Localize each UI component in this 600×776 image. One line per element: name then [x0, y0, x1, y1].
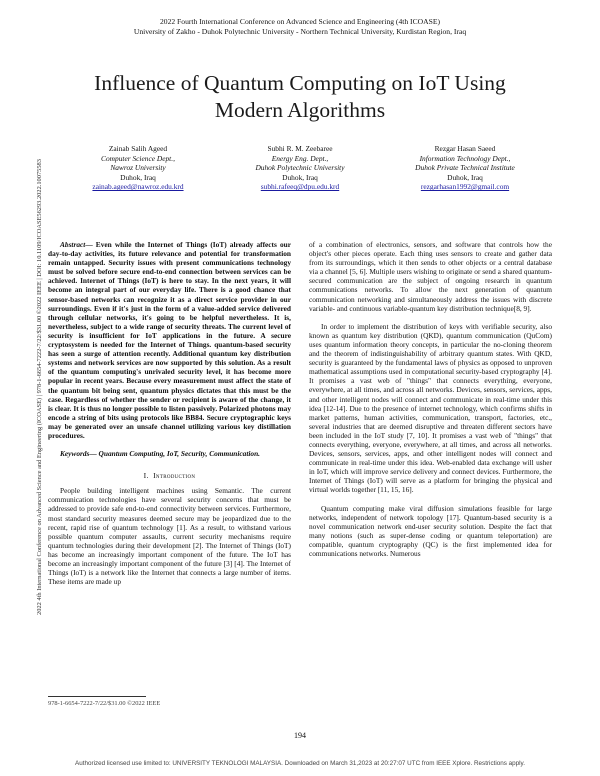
author-email-link[interactable]: subhi.rafeeq@dpu.edu.krd	[260, 182, 340, 192]
paper-title	[60, 70, 540, 124]
intro-paragraph-1: People building intelligent machines using Semantic. The current communication technologies have several security concerns that must be addressed to provide safe end-to-end connectivity between services. Furthermore, most standard security measures deemed secure may be jeopardized due to the recent, rapid rise of quantum technology [1]. As a result, to withstand various possible quantum computer assaults, current security mechanisms require quantum technologies during their development [2]. The Internet of Things (IoT) has become an increasingly important component of the future. The IoT has become an increasingly important component of the future [3] [4]. The Internet of Things (IoT) is a network like the Internet that connects a large number of items. These items are made up	[48, 486, 291, 587]
university-line: University of Zakho - Duhok Polytechnic University - Northern Technical University, Kurdistan Region, Iraq	[133, 27, 467, 36]
conference-line: 2022 Fourth International Conference on Advanced Science and Engineering (4th ICOASE)	[159, 17, 441, 26]
author-email-link[interactable]: zainab.ageed@nawroz.edu.krd	[92, 182, 184, 192]
author-city: Duhok, Iraq	[447, 172, 483, 182]
right-paragraph-3: Quantum computing make viral diffusion simulations feasible for large networks, independent of network topology [17]. Quantum-based security is a novel communication network end-user security solution. Despite the fact that many notions (such as super-dense coding or quantum teleportation) are compatible, quantum cryptography (QC) is the first implemented idea for communications networks. Numerous	[309, 503, 552, 558]
keywords-label: Keywords	[60, 449, 90, 459]
keywords-text: — Quantum Computing, IoT, Security, Communication.	[89, 449, 261, 459]
author-email-link[interactable]: rezgarhasan1992@gmail.com	[420, 182, 510, 192]
author-name: Zainab Salih Ageed	[108, 144, 168, 153]
page-number: 194	[294, 731, 306, 740]
abstract	[48, 240, 291, 440]
author-name: Subhi R. M. Zeebaree	[267, 144, 333, 153]
section-heading-introduction	[48, 471, 291, 480]
abstract-text: — Even while the Internet of Things (IoT) already affects our day-to-day activities, its future relevance and potential for transformation remain untapped. Security issues with present communications technology must be solved before secure end-to-end connection between services can be achieved. Internet of Things (IoT) is here to stay. In the next years, it will become an integral part of our everyday life. There is a good chance that sensor-based networks can recognize it as a direct service provider in our surroundings. Even if it's just in the form of a value-added service delivered through cellular networks, it's going to be helpful nevertheless. It is, nevertheless, subject to a wide range of security threats. The current level of security is insufficient for IoT applications in the future. A secure cryptosystem is needed for the Internet of Things. quantum-based security has seen a surge of attention recently. Additional quantum key distribution systems and network services are now supported by this solution. As a result of the quantum computing's unrivaled security level, it has become more popular in recent years. Because every measurement must affect the state of the quantum bit being sent, quantum physics dictates that this must be the case. Regardless of whether the sender or recipient is aware of the change, it is clear. It is thus no longer possible to listen passively. Polarized photons may encode a string of bits using protocols like BB84. Secure cryptographic keys may be generated over an unsafe channel utilizing various key distillation procedures.	[48, 240, 291, 440]
author-inst: Duhok Private Technical Institute	[415, 163, 515, 173]
doi-sidebar: 2022 4th International Conference on Advanced Science and Engineering (ICOASE) | 978-1-6654-7222-7/22/$31.00 ©2022 IEEE | DOI: 10.1109/ICOASE56293.2022.10075583	[36, 159, 43, 615]
right-paragraph-2: In order to implement the distribution of keys with verifiable security, also known as quantum key distribution (QKD), quantum communication (QuCom) uses quantum information theory concepts, in particular the no-cloning theorem and the theorem of indistinguishability of arbitrary quantum states. With QKD, security is guaranteed by the fundamental laws of physics as opposed to unproven mathematical assumptions used in computational security-based cryptography [4]. It promises a vast web of "things" that connects everything, everyone, everywhere, at all times, and across all networks. Devices, sensors, services, apps, and other intelligent nodes will connect and communicate in real-time under this idea [12-14]. Due to the presence of internet technology, which confirms shifts in market patterns, human activities, communication, transport, factories, etc., several industries that are deemed disruptive and threaten different sectors have been included in the IoT study [7, 10]. It promises a vast web of "things" that connects everything, everyone, everywhere, at all times, and across all networks. Devices, sensors, services, apps, and other intelligent nodes will connect and communicate in real-time under this idea. Web-enabled data exchange will usher in IoT, which will improve service delivery and connect devices. Furthermore, the Internet of Things (IoT) will serve as a platform for bringing the physical and virtual worlds together [11, 15, 16].	[309, 321, 552, 495]
abstract-label: Abstract	[60, 240, 86, 249]
section-title: Introduction	[153, 471, 196, 481]
keywords	[48, 449, 291, 458]
author-block-3	[385, 144, 545, 192]
right-paragraph-1: of a combination of electronics, sensors, and software that controls how the object's other pieces operate. Each thing uses sensors to create and gather data from its surroundings, which it then sends to other objects or a central database via a channel [5, 6]. Multiple users wishing to originate or send a shared quantum-secured communication are the subject of ongoing research in quantum communications networks. To allow the next generation of quantum communication networking and simultaneously address the issues with discrete variable- and continuous variable-quantum key distribution technique[8, 9].	[309, 240, 552, 313]
author-dept: Energy Eng. Dept.,	[271, 153, 329, 163]
section-number: I.	[143, 471, 149, 481]
isbn-footnote: 978-1-6654-7222-7/22/$31.00 ©2022 IEEE	[48, 700, 161, 707]
author-inst: Duhok Polytechnic University	[255, 163, 345, 173]
author-dept: Information Technology Dept.,	[419, 153, 511, 163]
author-block-2	[220, 144, 380, 192]
author-block-1	[58, 144, 218, 192]
author-name: Rezgar Hasan Saeed	[434, 144, 496, 153]
title-line-2: Modern Algorithms	[214, 98, 386, 122]
license-notice: Authorized licensed use limited to: UNIVERSITY TEKNOLOGI MALAYSIA. Downloaded on March 31,2023 at 20:27:07 UTC from IEEE Xplore. Restrictions apply.	[75, 760, 525, 767]
title-line-1: Influence of Quantum Computing on IoT Using	[94, 71, 506, 95]
right-column	[309, 240, 552, 558]
author-inst: Nawroz University	[110, 163, 166, 173]
author-dept: Computer Science Dept.,	[101, 153, 175, 163]
left-column	[48, 240, 291, 586]
author-city: Duhok, Iraq	[120, 172, 156, 182]
author-city: Duhok, Iraq	[282, 172, 318, 182]
footnote-divider	[48, 696, 146, 697]
